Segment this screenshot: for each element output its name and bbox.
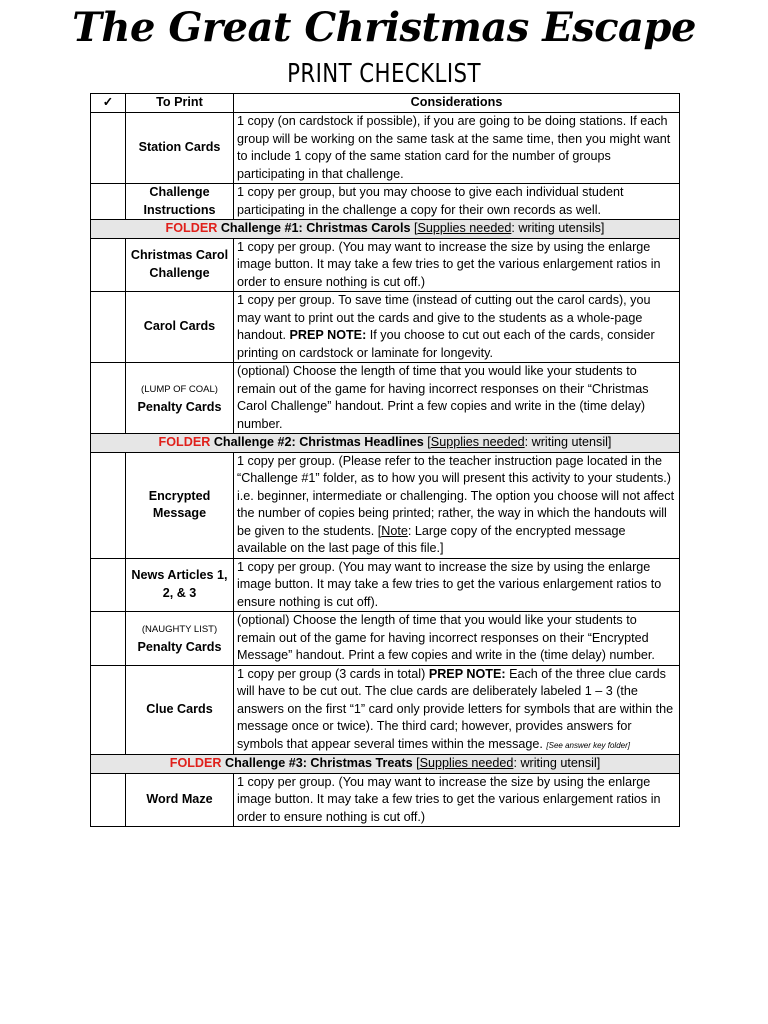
- challenge-title: Challenge #3: Christmas Treats: [225, 756, 413, 770]
- item-considerations: (optional) Choose the length of time that you would like your students to remain out of the game for having incorrect responses on their “Christmas Carol Challenge” handout. Print a few copies and write in the (time delay) number.: [234, 363, 680, 434]
- item-prefix: (LUMP OF COAL): [141, 384, 218, 395]
- table-row: [91, 665, 680, 755]
- checkbox-cell[interactable]: [91, 452, 126, 558]
- folder-label: FOLDER: [169, 756, 222, 770]
- challenge-title: Challenge #1: Christmas Carols: [220, 221, 411, 235]
- table-row: [91, 292, 680, 363]
- checkbox-cell[interactable]: [91, 363, 126, 434]
- table-header-row: [91, 94, 680, 113]
- supplies-value: : writing utensil]: [513, 756, 601, 770]
- item-name-cell: [126, 363, 234, 434]
- section-header-row: [91, 220, 680, 239]
- checkbox-cell[interactable]: [91, 238, 126, 292]
- item-name: Station Cards: [126, 113, 234, 184]
- check-column-header: ✓: [91, 94, 126, 113]
- table-row: [91, 452, 680, 558]
- item-name: Carol Cards: [126, 292, 234, 363]
- item-name-cell: [126, 612, 234, 666]
- supplies-label: Supplies needed: [430, 435, 525, 449]
- section-header-row: [91, 434, 680, 453]
- supplies-value: : writing utensils]: [511, 221, 605, 235]
- section-header: FOLDER Challenge #3: Christmas Treats [Supplies needed: writing utensil]: [91, 755, 680, 774]
- folder-label: FOLDER: [165, 221, 218, 235]
- checkbox-cell[interactable]: [91, 113, 126, 184]
- table-row: [91, 773, 680, 827]
- checkbox-cell[interactable]: [91, 773, 126, 827]
- to-print-column-header: To Print: [126, 94, 234, 113]
- supplies-value: : writing utensil]: [524, 435, 612, 449]
- item-name: Word Maze: [126, 773, 234, 827]
- section-header-row: [91, 755, 680, 774]
- item-considerations: 1 copy (on cardstock if possible), if you are going to be doing stations. If each group will be working on the same task at the same time, then you might want to include 1 copy of the same station card for the number of groups participating in that challenge.: [234, 113, 680, 184]
- challenge-title: Challenge #2: Christmas Headlines: [213, 435, 424, 449]
- item-name: Clue Cards: [126, 665, 234, 755]
- checkbox-cell[interactable]: [91, 292, 126, 363]
- considerations-column-header: Considerations: [234, 94, 680, 113]
- considerations-text: 1 copy per group. To save time (instead of cutting out the carol cards), you may want to print out the cards and give to the students as a whole-page handout.: [237, 293, 651, 342]
- considerations-text: If you choose to cut out each of the cards, consider printing on cardstock or laminate for longevity.: [237, 328, 655, 360]
- item-name: Challenge Instructions: [126, 184, 234, 220]
- item-considerations: (optional) Choose the length of time that you would like your students to remain out of the game for having incorrect responses on their “Encrypted Message” handout. Print a few copies and write in the (time delay) number.: [234, 612, 680, 666]
- folder-label: FOLDER: [158, 435, 211, 449]
- considerations-text: 1 copy per group (3 cards in total): [237, 666, 426, 681]
- table-row: [91, 113, 680, 184]
- item-considerations: [234, 292, 680, 363]
- item-name: Encrypted Message: [126, 452, 234, 558]
- considerations-text: 1 copy per group. (Please refer to the teacher instruction page located in the “Challenge #1” folder, as to how you will present this activity to your students.) i.e. beginner, intermediate or challenging. The option you choose will not affect the number of copies being printed; rather, the way in which the handouts will be given to the students. [: [237, 453, 675, 538]
- item-considerations: 1 copy per group. (You may want to increase the size by using the enlarge image button. It may take a few tries to get the various enlargement ratios to ensure nothing is cut off).: [234, 558, 680, 612]
- supplies-label: Supplies needed: [417, 221, 512, 235]
- supplies-label: Supplies needed: [419, 756, 514, 770]
- item-name: Penalty Cards: [137, 639, 222, 654]
- print-checklist-table: [90, 93, 680, 827]
- item-prefix: (NAUGHTY LIST): [141, 624, 218, 636]
- checkbox-cell[interactable]: [91, 558, 126, 612]
- item-considerations: [234, 665, 680, 755]
- checkbox-cell[interactable]: [91, 612, 126, 666]
- table-row: [91, 363, 680, 434]
- item-considerations: 1 copy per group, but you may choose to give each individual student participating in the challenge a copy for their own records as well.: [234, 184, 680, 220]
- table-row: [91, 238, 680, 292]
- section-header: FOLDER Challenge #2: Christmas Headlines [Supplies needed: writing utensil]: [91, 434, 680, 453]
- prep-note-label: PREP NOTE:: [428, 666, 506, 681]
- item-name: Christmas Carol Challenge: [126, 238, 234, 292]
- checkbox-cell[interactable]: [91, 184, 126, 220]
- checkbox-cell[interactable]: [91, 665, 126, 755]
- table-row: [91, 612, 680, 666]
- table-row: [91, 184, 680, 220]
- table-row: [91, 558, 680, 612]
- note-label: Note: [381, 523, 408, 538]
- considerations-text: Each of the three clue cards will have to be cut out. The clue cards are deliberately labeled 1 – 3 (the answers on the first “1” card only provide letters for symbols that are within the message once or twice). The third card; however, provides answers for symbols that appear several times within the message.: [237, 666, 674, 751]
- item-name: News Articles 1, 2, & 3: [126, 558, 234, 612]
- item-considerations: 1 copy per group. (You may want to increase the size by using the enlarge image button. It may take a few tries to get the various enlargement ratios in order to ensure nothing is cut off.): [234, 238, 680, 292]
- item-considerations: 1 copy per group. (You may want to increase the size by using the enlarge image button. It may take a few tries to get the various enlargement ratios in order to ensure nothing is cut off.): [234, 773, 680, 827]
- considerations-text: : Large copy of the encrypted message available on the last page of this file.]: [237, 523, 626, 555]
- item-considerations: [234, 452, 680, 558]
- section-header: FOLDER Challenge #1: Christmas Carols [Supplies needed: writing utensils]: [91, 220, 680, 239]
- page-title: The Great Christmas Escape: [72, 4, 696, 51]
- page-subtitle: PRINT CHECKLIST: [287, 59, 481, 89]
- footnote: [See answer key folder]: [546, 740, 630, 750]
- item-name: Penalty Cards: [137, 399, 222, 414]
- prep-note-label: PREP NOTE:: [289, 328, 367, 342]
